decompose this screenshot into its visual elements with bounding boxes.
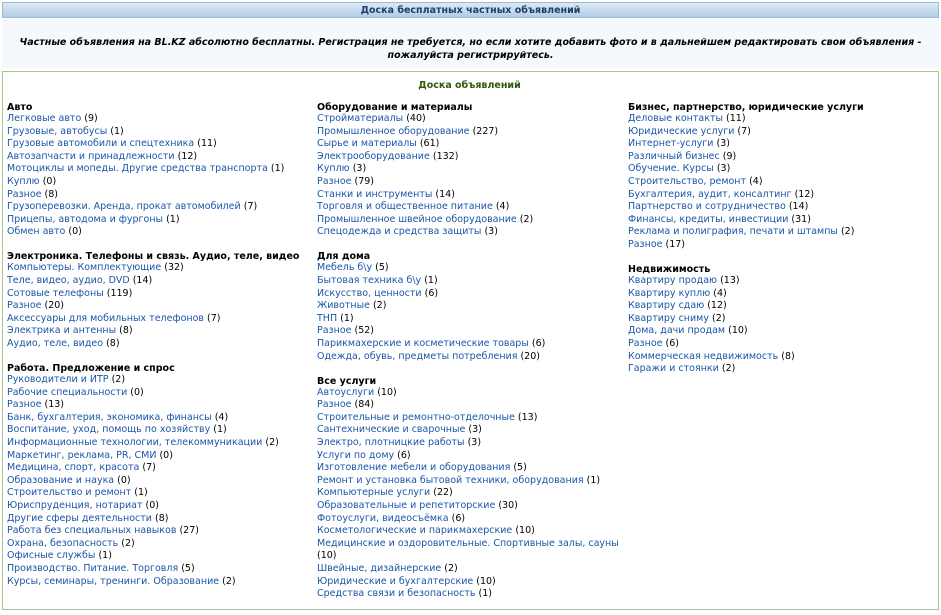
category-item [7,424,317,437]
item-count: (61) [419,138,440,150]
category-link[interactable]: Различный бизнес [628,150,720,162]
item-count: (1) [424,275,438,287]
category-item [7,288,317,301]
item-count: (0) [42,175,57,187]
category-item [7,214,317,227]
category-link[interactable]: Мотоциклы и мопеды. Другие средства транспорта [7,163,268,175]
category-item [7,576,317,589]
category-item [7,201,317,214]
category-link[interactable]: Гаражи и стоянки [628,363,719,375]
category-item [7,525,317,538]
category-link[interactable]: Ремонт и установка бытовой техники, оборудования [317,474,584,486]
category-item [628,163,938,176]
item-count: (10) [476,575,496,587]
category-link[interactable]: Маркетинг, реклама, PR, СМИ [7,449,157,461]
item-count: (22) [433,487,453,499]
item-count: (1) [166,213,180,225]
category-item [7,475,317,488]
category-link[interactable]: Промышленное оборудование [317,125,470,137]
category-link[interactable]: Аудио, теле, видео [7,338,104,349]
category-item [317,437,627,450]
category-link[interactable]: Промышленное швейное оборудование [317,213,517,225]
category-link[interactable]: Парикмахерские и косметические товары [317,338,529,349]
category-link[interactable]: Станки и инструменты [317,188,433,200]
category-item [317,189,627,202]
item-count: (12) [707,300,727,312]
item-count: (7) [207,312,221,324]
item-count: (2) [265,437,279,449]
item-count: (5) [375,262,389,274]
category-link[interactable]: Аксессуары для мобильных телефонов [7,312,205,324]
category-column-2 [317,102,627,613]
item-count: (6) [424,287,439,299]
category-link[interactable]: Разное [628,338,663,349]
item-count: (119) [106,287,133,299]
section-title: Недвижимость [628,264,711,276]
category-item [317,126,627,139]
category-item [317,214,627,227]
category-link[interactable]: Офисные службы [7,550,96,562]
item-count: (10) [317,550,337,562]
category-item [7,387,317,400]
category-item [317,399,627,412]
item-count: (12) [177,150,198,162]
item-count: (14) [132,275,153,287]
item-count: (1) [110,125,124,137]
item-count: (4) [749,175,763,187]
category-link[interactable]: Изготовление мебели и оборудования [317,462,511,474]
item-count: (13) [517,411,538,423]
category-link[interactable]: Банк, бухгалтерия, экономика, финансы [7,411,212,423]
category-item [317,262,627,275]
category-item [628,288,938,301]
category-item [7,437,317,450]
category-link[interactable]: Электро, плотницкие работы [317,437,465,449]
category-section [7,102,317,239]
item-count: (3) [716,163,731,175]
item-count: (2) [111,374,126,386]
item-count: (1) [270,163,285,175]
category-item [7,300,317,313]
item-count: (1) [478,588,492,600]
category-item [317,475,627,488]
category-link[interactable]: Компьютерные услуги [317,487,431,499]
category-link[interactable]: Одежда, обувь, предметы потребления [317,350,518,362]
category-item [7,399,317,412]
category-link[interactable]: Бухгалтерия, аудит, консалтинг [628,188,792,200]
category-link[interactable]: Сантехнические и сварочные [317,424,466,436]
category-link[interactable]: Автоуслуги [317,386,375,398]
item-count: (11) [726,113,746,124]
category-link[interactable]: Юридические и бухгалтерские [317,575,474,587]
category-item [317,338,627,351]
category-item [317,487,627,500]
category-item [317,513,627,526]
category-link[interactable]: Грузовые автомобили и спецтехника [7,138,195,150]
category-section [628,264,938,376]
category-section [317,376,627,601]
item-count: (3) [467,437,482,449]
category-link[interactable]: Другие сферы деятельности [7,512,152,524]
category-link[interactable]: Воспитание, уход, помощь по хозяйству [7,424,211,436]
item-count: (13) [720,275,740,287]
category-item [7,275,317,288]
category-link[interactable]: Курсы, семинары, тренинги. Образование [7,575,220,587]
item-count: (10) [515,525,535,537]
item-count: (1) [98,550,112,562]
section-title: Для дома [317,251,371,263]
item-count: (0) [130,386,144,398]
category-link[interactable]: Электрооборудование [317,150,430,162]
item-count: (7) [243,201,258,213]
item-count: (6) [665,338,679,349]
category-item [317,576,627,589]
category-item [628,300,938,313]
category-item [7,163,317,176]
item-count: (30) [498,500,518,512]
category-item [7,325,317,338]
category-link[interactable]: Руководители и ИТР [7,374,109,386]
category-item [317,163,627,176]
category-link[interactable]: Швейные, дизайнерские [317,563,442,574]
section-title: Авто [7,102,33,113]
section-title: Работа. Предложение и спрос [7,363,175,375]
category-item [317,500,627,513]
item-count: (32) [164,262,184,274]
category-item [7,338,317,351]
item-count: (10) [377,386,397,398]
category-link[interactable]: Грузоперевозки. Аренда, прокат автомобилей [7,201,241,213]
category-link[interactable]: Дома, дачи продам [628,325,726,337]
category-item [317,176,627,189]
category-link[interactable]: Образование и наука [7,474,115,486]
category-link[interactable]: Искусство, ценности [317,287,422,299]
category-link[interactable]: Прицепы, автодома и фургоны [7,213,164,225]
category-link[interactable]: Разное [317,325,352,337]
category-link[interactable]: ТНП [317,312,338,324]
category-item [7,487,317,500]
category-section [7,251,317,350]
item-count: (7) [737,125,751,137]
category-link[interactable]: Автозапчасти и принадлежности [7,150,175,162]
item-count: (20) [44,300,65,312]
category-link[interactable]: Работа без специальных навыков [7,525,177,537]
category-item [7,138,317,151]
category-link[interactable]: Разное [317,175,352,187]
category-item [628,363,938,376]
category-link[interactable]: Фотоуслуги, видеосъёмка [317,512,449,524]
category-link[interactable]: Компьютеры. Комплектующие [7,262,162,274]
category-section [317,102,627,239]
category-link[interactable]: Сотовые телефоны [7,287,104,299]
category-link[interactable]: Квартиру сниму [628,312,709,324]
category-item [317,412,627,425]
item-count: (27) [179,525,199,537]
category-link[interactable]: Юридические услуги [628,125,735,137]
category-item [628,176,938,189]
category-item [7,226,317,239]
item-count: (2) [222,575,236,587]
category-item [317,462,627,475]
item-count: (12) [794,188,815,200]
page-header: Доска бесплатных частных объявлений [2,2,939,18]
category-item [628,151,938,164]
category-link[interactable]: Животные [317,300,370,312]
item-count: (84) [354,399,375,411]
category-link[interactable]: Юриспруденция, нотариат [7,500,143,512]
item-count: (8) [155,512,169,524]
item-count: (6) [451,512,466,524]
intro-text: Частные объявления на BL.KZ абсолютно бесплатны. Регистрация не требуется, но если хотите добавить фото и в дальнейшем редактировать свои объявления - пожалуйста регистрируйтесь. [2,19,939,68]
item-count: (9) [84,113,98,124]
item-count: (1) [134,487,148,499]
category-link[interactable]: Обмен авто [7,226,66,238]
category-item [317,563,627,576]
category-item [7,189,317,202]
category-item [628,239,938,252]
item-count: (6) [397,449,411,461]
category-link[interactable]: Реклама и полиграфия, печати и штампы [628,226,838,238]
item-count: (2) [121,537,135,549]
item-count: (0) [117,474,131,486]
category-item [317,387,627,400]
category-item [317,325,627,338]
category-item [7,563,317,576]
item-count: (2) [840,226,855,238]
category-link[interactable]: Коммерческая недвижимость [628,350,779,362]
item-count: (8) [119,325,133,337]
item-count: (0) [159,449,173,461]
item-count: (1) [213,424,227,436]
category-link[interactable]: Медицинские и оздоровительные. Спортивные залы, сауны [317,537,619,549]
item-count: (11) [197,138,217,150]
category-item [317,288,627,301]
item-count: (4) [214,411,229,423]
item-count: (20) [520,350,540,362]
category-link[interactable]: Разное [7,188,42,200]
item-count: (79) [354,175,375,187]
category-item [317,313,627,326]
category-link[interactable]: Услуги по дому [317,449,395,461]
item-count: (52) [354,325,375,337]
category-item [317,424,627,437]
category-section [628,102,938,252]
item-count: (9) [722,150,737,162]
item-count: (8) [781,350,795,362]
category-item [628,313,938,326]
category-item [317,201,627,214]
item-count: (4) [495,201,510,213]
item-count: (3) [716,138,730,150]
item-count: (3) [484,226,498,238]
category-section [7,363,317,588]
item-count: (2) [444,563,458,574]
category-link[interactable]: Образовательные и репетиторские [317,500,496,512]
category-section [317,251,627,363]
item-count: (2) [721,363,736,375]
category-item [7,313,317,326]
item-count: (1) [340,312,354,324]
category-item [7,513,317,526]
category-link[interactable]: Куплю [7,175,40,187]
category-link[interactable]: Спецодежда и средства защиты [317,226,482,238]
item-count: (3) [352,163,367,175]
category-link[interactable]: Медицина, спорт, красота [7,462,140,474]
category-link[interactable]: Партнерство и сотрудничество [628,201,786,213]
category-item [317,226,627,239]
item-count: (3) [468,424,482,436]
category-link[interactable]: Разное [628,238,663,250]
category-link[interactable]: Мебель б\у [317,262,373,274]
category-item [317,300,627,313]
category-item [7,262,317,275]
category-link[interactable]: Разное [317,399,352,411]
category-link[interactable]: Рабочие специальности [7,386,128,398]
item-count: (0) [145,500,160,512]
category-link[interactable]: Квартиру куплю [628,287,711,299]
category-item [317,538,627,563]
category-item [628,226,938,239]
category-item [628,338,938,351]
item-count: (1) [586,474,601,486]
category-link[interactable]: Разное [7,300,42,312]
category-item [7,550,317,563]
item-count: (13) [44,399,65,411]
category-link[interactable]: Производство. Питание. Торговля [7,563,179,574]
category-item [317,351,627,364]
item-count: (7) [142,462,156,474]
category-link[interactable]: Разное [7,399,42,411]
category-link[interactable]: Квартиру сдаю [628,300,705,312]
category-item [628,351,938,364]
item-count: (8) [44,188,58,200]
category-item [317,525,627,538]
section-title: Электроника. Телефоны и связь. Аудио, теле, видео [7,251,300,263]
category-column-3 [628,102,938,388]
category-link[interactable]: Средства связи и безопасность [317,588,476,600]
category-item [7,176,317,189]
item-count: (17) [665,238,686,250]
category-link[interactable]: Торговля и общественное питание [317,201,493,213]
item-count: (5) [181,563,195,574]
category-link[interactable]: Информационные технологии, телекоммуникации [7,437,263,449]
category-link[interactable]: Строительные и ремонтно-отделочные [317,411,515,423]
category-item [628,275,938,288]
category-link[interactable]: Строительство и ремонт [7,487,132,499]
category-item [628,113,938,126]
category-link[interactable]: Электрика и антенны [7,325,117,337]
category-link[interactable]: Легковые авто [7,113,82,124]
category-link[interactable]: Охрана, безопасность [7,537,119,549]
category-item [317,138,627,151]
category-link[interactable]: Обучение. Курсы [628,163,714,175]
category-item [7,151,317,164]
item-count: (132) [432,150,459,162]
section-title: Все услуги [317,375,377,387]
category-item [7,500,317,513]
item-count: (6) [531,338,546,349]
category-item [7,538,317,551]
category-item [317,588,627,601]
category-item [7,126,317,139]
category-link[interactable]: Деловые контакты [628,113,724,124]
section-title: Бизнес, партнерство, юридические услуги [628,102,864,113]
category-item [628,201,938,214]
category-link[interactable]: Строительство, ремонт [628,175,747,187]
category-link[interactable]: Сырье и материалы [317,138,417,150]
category-item [7,450,317,463]
item-count: (10) [728,325,748,337]
category-column-1 [7,102,317,601]
category-item [628,325,938,338]
category-link[interactable]: Стройматериалы [317,113,404,124]
item-count: (2) [712,312,726,324]
category-item [628,138,938,151]
item-count: (31) [791,213,811,225]
item-count: (5) [513,462,527,474]
category-item [7,374,317,387]
category-item [628,126,938,139]
category-link[interactable]: Интернет-услуги [628,138,714,150]
category-link[interactable]: Куплю [317,163,350,175]
category-item [317,113,627,126]
category-link[interactable]: Косметологические и парикмахерские [317,525,513,537]
category-item [317,450,627,463]
item-count: (14) [435,188,455,200]
category-item [7,113,317,126]
item-count: (40) [406,113,426,124]
category-link[interactable]: Теле, видео, аудио, DVD [7,275,130,287]
item-count: (2) [372,300,387,312]
item-count: (14) [788,201,809,213]
item-count: (227) [472,125,499,137]
category-link[interactable]: Квартиру продаю [628,275,718,287]
item-count: (8) [106,338,120,349]
category-item [7,462,317,475]
category-item [317,151,627,164]
category-link[interactable]: Финансы, кредиты, инвестиции [628,213,789,225]
item-count: (4) [713,287,727,299]
board-title: Доска объявлений [418,80,521,91]
category-item [628,189,938,202]
category-item [628,214,938,227]
category-link[interactable]: Бытовая техника б\у [317,275,422,287]
section-title: Оборудование и материалы [317,102,473,113]
item-count: (2) [519,213,534,225]
category-item [317,275,627,288]
category-link[interactable]: Грузовые, автобусы [7,125,108,137]
category-item [7,412,317,425]
item-count: (0) [68,226,82,238]
